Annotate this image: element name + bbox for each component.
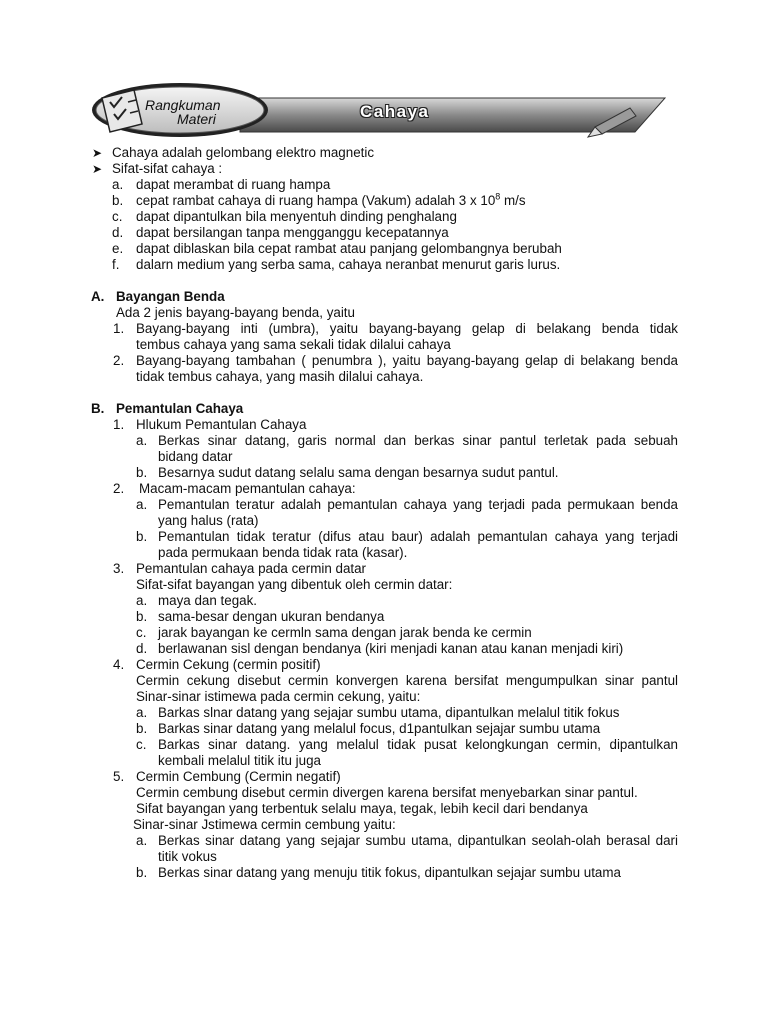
speed-unit: m/s	[500, 193, 526, 208]
shadow-type-umbra-cont: tembus cahaya yang sama sekali tidak dilalui cahaya	[136, 337, 451, 352]
property-item: dapat dipantulkan bila menyentuh dinding penghalang	[136, 209, 457, 224]
clipboard-check-icon	[102, 90, 142, 132]
arrow-bullet-icon: ➤	[92, 162, 103, 176]
special-ray: Barkas slnar datang yang sejajar sumbu utama, dipantulkan melalul titik fokus	[158, 705, 620, 720]
law-item: Besarnya sudut datang selalu sama dengan besarnya sudut pantul.	[158, 465, 559, 480]
subsection-title: Cermin Cekung (cermin positif)	[136, 657, 321, 672]
list-marker: a.	[136, 497, 148, 512]
special-ray-cont: titik vokus	[158, 849, 217, 864]
property-item	[136, 193, 526, 209]
subsection-desc: Cermin cekung disebut cermin konvergen karena bersifat mengumpulkan sinar pantul	[136, 673, 678, 688]
header-banner	[90, 80, 680, 145]
badge-line2: Materi	[177, 111, 216, 127]
law-item: Berkas sinar datang, garis normal dan berkas sinar pantul terletak pada sebuah	[158, 433, 678, 448]
list-marker: b.	[136, 465, 148, 480]
section-b-heading: Pemantulan Cahaya	[116, 401, 244, 416]
list-marker: d.	[136, 641, 148, 656]
mirror-property: berlawanan sisl dengan bendanya (kiri menjadi kanan atau kanan menjadi kiri)	[158, 641, 624, 656]
subsection-intro: Sifat-sifat bayangan yang dibentuk oleh cermin datar:	[136, 577, 453, 592]
shadow-type-penumbra: Bayang-bayang tambahan ( penumbra ), yaitu bayang-bayang gelap di belakang benda	[136, 353, 678, 368]
subsection-desc: Cermin cembung disebut cermin divergen karena bersifat menyebarkan sinar pantul.	[136, 785, 638, 800]
shadow-type-penumbra-cont: tidak tembus cahaya, yang masih dilalui cahaya.	[136, 369, 424, 384]
reflection-type: Pemantulan teratur adalah pemantulan cahaya yang terjadi pada permukaan benda	[158, 497, 678, 512]
mirror-property: jarak bayangan ke cermln sama dengan jarak benda ke cermin	[158, 625, 532, 640]
property-item: dapat merambat di ruang hampa	[136, 177, 331, 192]
list-marker: 5.	[113, 769, 125, 784]
intro-bullet-2: Sifat-sifat cahaya :	[112, 161, 223, 176]
reflection-type-cont: yang halus (rata)	[158, 513, 259, 528]
special-ray: Berkas sinar datang yang menuju titik fokus, dipantulkan sejajar sumbu utama	[158, 865, 621, 880]
list-marker: 1.	[113, 417, 125, 432]
list-marker: 2.	[113, 481, 125, 496]
exponent: 8	[495, 191, 501, 202]
list-marker: a.	[136, 433, 148, 448]
list-marker: b.	[136, 721, 148, 736]
list-marker: c.	[136, 625, 147, 640]
subsection-title: Pemantulan cahaya pada cermin datar	[136, 561, 367, 576]
subsection-title: Cermin Cembung (Cermin negatif)	[136, 769, 341, 784]
section-b-marker: B.	[91, 401, 105, 416]
list-marker: 4.	[113, 657, 125, 672]
list-marker: f.	[112, 257, 120, 272]
subsection-sifat: Sifat bayangan yang terbentuk selalu maya, tegak, lebih kecil dari bendanya	[136, 801, 588, 816]
list-marker: a.	[112, 177, 124, 192]
list-marker: a.	[136, 833, 148, 848]
subsection-title: Hlukum Pemantulan Cahaya	[136, 417, 307, 432]
badge-line1: Rangkuman	[145, 97, 221, 113]
intro-bullet-1: Cahaya adalah gelombang elektro magnetic	[112, 145, 375, 160]
property-item: dapat bersilangan tanpa mengganggu kecepatannya	[136, 225, 449, 240]
subsection-title: Macam-macam pemantulan cahaya:	[139, 481, 356, 496]
shadow-type-umbra: Bayang-bayang inti (umbra), yaitu bayang-bayang gelap di belakang benda tidak	[136, 321, 678, 336]
list-marker: b.	[112, 193, 124, 208]
page-title: Cahaya	[360, 102, 430, 121]
list-marker: b.	[136, 609, 148, 624]
property-item: dapat diblaskan bila cepat rambat atau panjang gelombangnya berubah	[136, 241, 562, 256]
list-marker: d.	[112, 225, 124, 240]
subsection-intro: Sinar-sinar Jstimewa cermin cembung yaitu:	[133, 817, 396, 832]
subsection-intro: Sinar-sinar istimewa pada cermin cekung, yaitu:	[136, 689, 421, 704]
list-marker: b.	[136, 529, 148, 544]
list-marker: 1.	[113, 321, 125, 336]
arrow-bullet-icon: ➤	[92, 146, 103, 160]
law-item-cont: bidang datar	[158, 449, 233, 464]
list-marker: a.	[136, 593, 148, 608]
mirror-property: sama-besar dengan ukuran bendanya	[158, 609, 385, 624]
list-marker: b.	[136, 865, 148, 880]
list-marker: a.	[136, 705, 148, 720]
list-marker: e.	[112, 241, 124, 256]
list-marker: 3.	[113, 561, 125, 576]
section-a-intro: Ada 2 jenis bayang-bayang benda, yaitu	[116, 305, 355, 320]
special-ray-cont: kembali melalul titik itu juga	[158, 753, 321, 768]
reflection-type: Pemantulan tidak teratur (difus atau baur) adalah pemantulan cahaya yang terjadi	[158, 529, 678, 544]
section-a-marker: A.	[91, 289, 105, 304]
special-ray: Barkas sinar datang. yang melalul tidak pusat kelongkungan cermin, dipantulkan	[158, 737, 678, 752]
section-a-heading: Bayangan Benda	[116, 289, 225, 304]
property-item: dalarn medium yang serba sama, cahaya neranbat menurut garis lurus.	[136, 257, 561, 272]
badge-label	[145, 98, 265, 126]
list-marker: c.	[136, 737, 147, 752]
reflection-type-cont: pada permukaan benda tidak rata (kasar).	[158, 545, 408, 560]
special-ray: Berkas sinar datang yang sejajar sumbu utama, dipantulkan seolah-olah berasal dari	[158, 833, 678, 848]
speed-text: cepat rambat cahaya di ruang hampa (Vakum) adalah 3 x 10	[136, 193, 496, 208]
list-marker: c.	[112, 209, 123, 224]
special-ray: Barkas sinar datang yang melalul focus, d1pantulkan sejajar sumbu utama	[158, 721, 601, 736]
mirror-property: maya dan tegak.	[158, 593, 258, 608]
list-marker: 2.	[113, 353, 125, 368]
